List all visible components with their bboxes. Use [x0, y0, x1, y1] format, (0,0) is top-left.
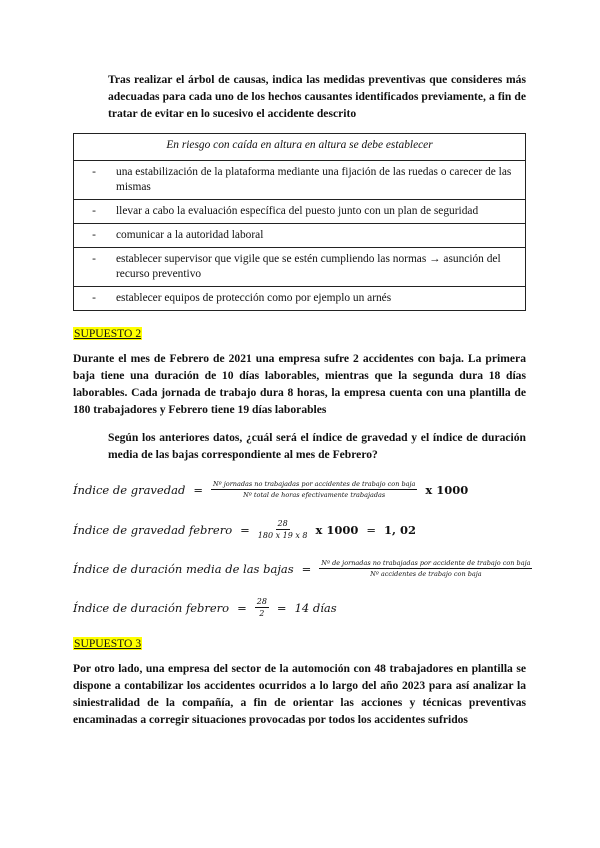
denominator: 180 x 19 x 8: [257, 531, 308, 540]
result: 1, 02: [384, 522, 417, 537]
supuesto-2-question: Según los anteriores datos, ¿cuál será el índice de gravedad y el índice de duración media de las bajas correspondiente al mes de Febrero?: [108, 431, 526, 461]
measure-text: comunicar a la autoridad laboral: [116, 229, 264, 241]
numerator: 28: [277, 519, 288, 528]
equals-sign: =: [240, 522, 250, 537]
formula-lhs: Índice de gravedad: [73, 482, 186, 497]
supuesto-3-heading: SUPUESTO 3: [74, 637, 142, 650]
bullet: -: [92, 292, 96, 304]
measure-text: llevar a cabo la evaluación específica del puesto junto con un plan de seguridad: [116, 205, 479, 217]
table-row: [74, 224, 526, 248]
bullet: -: [92, 253, 96, 265]
measure-text: establecer supervisor que vigile que se estén cumpliendo las normas → asunción del recurso preventivo: [116, 253, 501, 280]
table-row: [74, 200, 526, 224]
formula-indice-duracion-media: [73, 559, 532, 578]
numerator: Nº jornadas no trabajadas por accidentes de trabajo con baja: [212, 480, 416, 488]
bullet: -: [92, 205, 96, 217]
formula-indice-gravedad-febrero: [73, 519, 416, 540]
denominator: 2: [259, 609, 265, 618]
equals-sign: =: [301, 561, 312, 576]
table-row: [74, 248, 526, 287]
denominator: Nº accidentes de trabajo con baja: [370, 570, 482, 578]
result: 14 días: [294, 600, 337, 615]
equals-sign: =: [193, 482, 203, 497]
multiplier: x 1000: [315, 522, 359, 537]
equals-sign: =: [237, 600, 247, 615]
measure-text: una estabilización de la plataforma mediante una fijación de las ruedas o carecer de las mismas: [116, 166, 512, 193]
table-row: [74, 287, 526, 311]
equals-sign: =: [276, 600, 287, 615]
numerator: Nº de jornadas no trabajadas por accidente de trabajo con baja: [321, 559, 531, 567]
table-row: [74, 161, 526, 200]
formula-indice-duracion-febrero: [73, 597, 337, 618]
supuesto-2-heading: SUPUESTO 2: [74, 327, 142, 340]
formula-indice-gravedad: [73, 480, 468, 499]
formula-lhs: Índice de gravedad febrero: [73, 522, 233, 537]
formula-lhs: Índice de duración media de las bajas: [73, 561, 294, 576]
multiplier: x 1000: [425, 482, 469, 497]
equals-sign: =: [366, 522, 377, 537]
formula-lhs: Índice de duración febrero: [73, 600, 230, 615]
supuesto-2-text: Durante el mes de Febrero de 2021 una empresa sufre 2 accidentes con baja. La primera baja tiene una duración de 10 días laborables, mientras que la segunda dura 18 días laborables. Cada jornada de trabajo dura 8 horas, la empresa cuenta con una plantilla de 180 trabajadores y Febrero tiene 19 días laborables: [73, 352, 526, 416]
bullet: -: [92, 166, 96, 178]
supuesto-3-text: Por otro lado, una empresa del sector de la automoción con 48 trabajadores en plantilla se dispone a contabilizar los accidentes ocurridos a lo largo del año 2023 para así analizar la siniestralidad de la compañía, a fin de orientar las acciones y técnicas preventivas encaminadas a corregir situaciones provocadas por todos los accidentes sufridos: [73, 662, 526, 726]
table-header: En riesgo con caída en altura en altura se debe establecer: [74, 134, 526, 161]
denominator: Nº total de horas efectivamente trabajadas: [243, 491, 386, 499]
intro-question: Tras realizar el árbol de causas, indica las medidas preventivas que consideres más adecuadas para cada uno de los hechos causantes identificados previamente, a fin de tratar de evitar en lo sucesivo el accidente descrito: [108, 73, 526, 120]
bullet: -: [92, 229, 96, 241]
numerator: 28: [256, 597, 267, 606]
measure-text: establecer equipos de protección como por ejemplo un arnés: [116, 292, 392, 304]
preventive-measures-table: [73, 133, 526, 311]
